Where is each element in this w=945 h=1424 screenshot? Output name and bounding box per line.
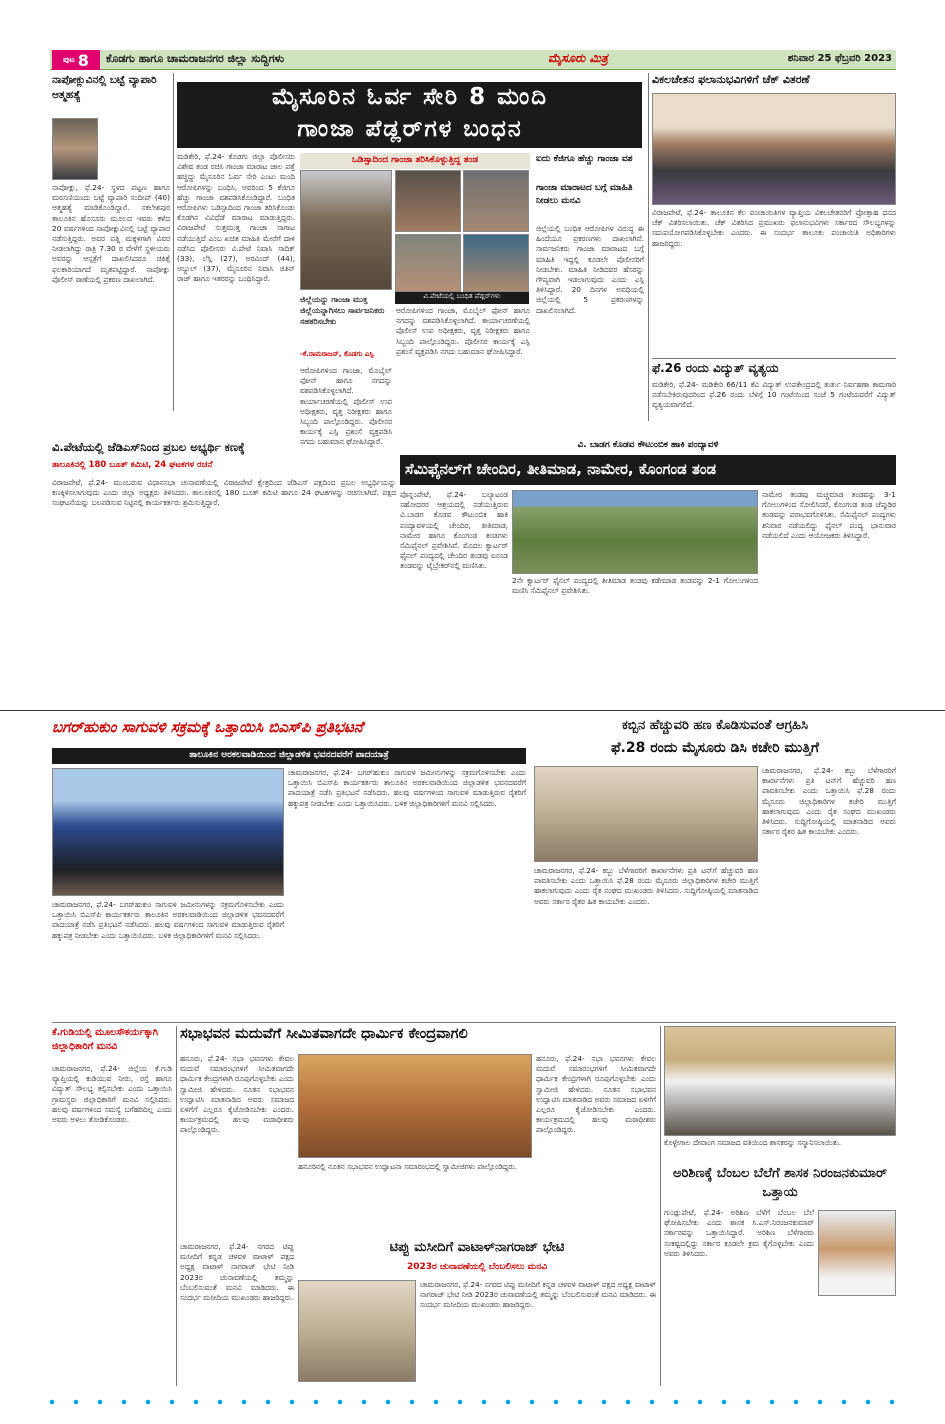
hall-headline: ಸಭಾಭವನ ಮದುವೆಗೆ ಸೀಮಿತವಾಗದೇ ಧಾರ್ಮಿಕ ಕೇಂದ್ರವಾಗಲಿ bbox=[180, 1026, 468, 1042]
paper-name: ಮೈಸೂರು ಮಿತ್ರ bbox=[548, 51, 608, 65]
sugar-headline-1: ಕಬ್ಬಿನ ಹೆಚ್ಚುವರಿ ಹಣ ಕೊಡಿಸುವಂತೆ ಆಗ್ರಹಿಸಿ bbox=[621, 718, 809, 733]
bsp-subhead: ತಾಲೂಕಿನ ಅರಕಲವಾಡಿಯಿಂದ ಜಿಲ್ಲಾಡಳಿತ ಭವನದವರೆಗೆ ಪಾದಯಾತ್ರೆ bbox=[52, 748, 526, 764]
divider bbox=[0, 710, 945, 711]
gonikoppa-body: ಚಾಮರಾಜನಗರ, ಫೆ.24- ಜಿಲ್ಲೆಯ ಕೆ.ಗುಡಿ ವ್ಯಾಪ್ತಿಯಲ್ಲಿ ಕುಡಿಯುವ ನೀರು, ರಸ್ತೆ ಹಾಗೂ ವಿದ್ಯುತ್ ಸೌಲಭ್ಯ ಕಲ್ಪಿಸಬೇಕು ಎಂದು ಒತ್ತಾಯಿಸಿ ಗ್ರಾಮಸ್ಥರು ಜಿಲ್ಲಾಧಿಕಾರಿಗೆ ಮನವಿ ಸಲ್ಲಿಸಿದರು. ಹಲವು ವರ್ಷಗಳಿಂದ ಸಮಸ್ಯೆ ಬಗೆಹರಿದಿಲ್ಲ ಎಂದು ಅವರು ಅಳಲು ತೋಡಿಕೊಂಡರು. bbox=[52, 1064, 172, 1125]
bullet-2: ಗಾಂಜಾ ಮಾರಾಟದ ಬಗ್ಗೆ ಮಾಹಿತಿ ನೀಡಲು ಮನವಿ bbox=[536, 183, 633, 206]
cheque-photo bbox=[652, 93, 896, 205]
gonikoppa-headline: ಕೆ.ಗುಡಿಯಲ್ಲಿ ಮೂಲಸೌಕರ್ಯಕ್ಕಾಗಿ ಜಿಲ್ಲಾಧಿಕಾರಿಗೆ ಮನವಿ bbox=[52, 1027, 159, 1052]
hockey-body-left: ಪೊನ್ನಂಪೇಟೆ, ಫೆ.24- ಬಲ್ಯಾಟಂಡ ಸಹೋದರರ ಆಶ್ರಯದಲ್ಲಿ ನಡೆಯುತ್ತಿರುವ ವಿ.ಬಾಡಗ ಕೊಡವ ಕೌಟುಂಬಿಕ ಹಾಕಿ ಪಂದ್ಯಾವಳಿಯಲ್ಲಿ ಚೇಂದಿರ, ತೀತಿಮಾಡ, ನಾಮೇರ ಹಾಗೂ ಕೊಂಗಂಡ ತಂಡಗಳು ಸೆಮಿಫೈನಲ್ ಪ್ರವೇಶಿಸಿವೆ. ಮೊದಲ ಕ್ವಾರ್ಟರ್ ಫೈನಲ್ ಪಂದ್ಯದಲ್ಲಿ ಚೇಂದಿರ ತಂಡವು ಐನಂಡ ತಂಡವನ್ನು ಟೈಬ್ರೇಕರ್‌ನಲ್ಲಿ ಮಣಿಸಿತು. bbox=[400, 490, 508, 571]
suspect-photo-1 bbox=[395, 170, 461, 232]
section-title: ಕೊಡಗು ಹಾಗೂ ಚಾಮರಾಜನಗರ ಜಿಲ್ಲಾ ಸುದ್ದಿಗಳು bbox=[106, 52, 285, 65]
mla-portrait bbox=[818, 1210, 896, 1296]
print-marks bbox=[40, 1398, 906, 1406]
vatal-photo bbox=[298, 1280, 416, 1382]
sugar-photo bbox=[534, 766, 758, 862]
hall-body-2: ಹನೂರು, ಫೆ.24- ಸಭಾ ಭವನಗಳು ಕೇವಲ ಮದುವೆ ಸಮಾರಂಭಗಳಿಗೆ ಸೀಮಿತವಾಗದೇ ಧಾರ್ಮಿಕ ಕೇಂದ್ರಗಳಾಗಿ ರೂಪುಗೊಳ್ಳಬೇಕು ಎಂದು ಸ್ವಾಮೀಜಿ ಹೇಳಿದರು. ನೂತನ ಸಭಾಭವನ ಉದ್ಘಾಟಿಸಿ ಮಾತನಾಡಿದ ಅವರು ಸಮಾಜದ ಏಳಿಗೆಗೆ ಎಲ್ಲರೂ ಕೈಜೋಡಿಸಬೇಕು ಎಂದರು. ಕಾರ್ಯಕ್ರಮದಲ್ಲಿ ಹಲವು ಮಠಾಧೀಶರು ಪಾಲ್ಗೊಂಡಿದ್ದರು. bbox=[536, 1054, 656, 1135]
page-number: 8 bbox=[77, 50, 89, 70]
portrait-photo bbox=[52, 118, 98, 180]
photo-caption: ವಿ.ಪೇಟೆಯಲ್ಲಿ ಬಂಧಿತ ಪೆಡ್ಲರ್‌ಗಳು bbox=[395, 292, 529, 304]
story-tr-body: ವಿರಾಜಪೇಟೆ, ಫೆ.24- ತಾಲೂಕಿನ ಕೆಲ ಪಂಚಾಯಿತಿಗಳ ವ್ಯಾಪ್ತಿಯ ವಿಕಲಚೇತನರಿಗೆ ಪ್ರೋತ್ಸಾಹ ಧನದ ಚೆಕ್ ವಿತರಿಸಲಾಯಿತು. ಚೆಕ್ ವಿತರಿಸಿದ ಪ್ರಮುಖರು ಫಲಾನುಭವಿಗಳು ಸರ್ಕಾರದ ಸೌಲಭ್ಯಗಳನ್ನು ಸದುಪಯೋಗಪಡಿಸಿಕೊಳ್ಳಬೇಕು ಎಂದರು. ಈ ಸಂದರ್ಭ ತಾಲೂಕು ಪಂಚಾಯಿತಿ ಅಧಿಕಾರಿಗಳು ಹಾಜರಿದ್ದರು. bbox=[652, 208, 896, 248]
sp-photo bbox=[300, 170, 392, 290]
story-tr-headline: ವಿಕಲಚೇತನ ಫಲಾನುಭವಿಗಳಿಗೆ ಚೆಕ್ ವಿತರಣೆ bbox=[652, 73, 810, 86]
hall-body: ಹನೂರು, ಫೆ.24- ಸಭಾ ಭವನಗಳು ಕೇವಲ ಮದುವೆ ಸಮಾರಂಭಗಳಿಗೆ ಸೀಮಿತವಾಗದೇ ಧಾರ್ಮಿಕ ಕೇಂದ್ರಗಳಾಗಿ ರೂಪುಗೊಳ್ಳಬೇಕು ಎಂದು ಸ್ವಾಮೀಜಿ ಹೇಳಿದರು. ನೂತನ ಸಭಾಭವನ ಉದ್ಘಾಟಿಸಿ ಮಾತನಾಡಿದ ಅವರು ಸಮಾಜದ ಏಳಿಗೆಗೆ ಎಲ್ಲರೂ ಕೈಜೋಡಿಸಬೇಕು ಎಂದರು. ಕಾರ್ಯಕ್ರಮದಲ್ಲಿ ಹಲವು ಮಠಾಧೀಶರು ಪಾಲ್ಗೊಂಡಿದ್ದರು. bbox=[180, 1054, 294, 1135]
hockey-body-right: ನಾಮೇರ ತಂಡವು ಮಚ್ಚಮಾಡ ತಂಡವನ್ನು 3-1 ಗೋಲುಗಳಿಂದ ಸೋಲಿಸಿದರೆ, ಕೊಂಗಂಡ ತಂಡ ಚೆಪ್ಪುಡಿರ ತಂಡವನ್ನು ಪರಾಭವಗೊಳಿಸಿತು. ಸೆಮಿಫೈನಲ್ ಪಂದ್ಯಗಳು ಶನಿವಾರ ನಡೆಯಲಿದ್ದು ಫೈನಲ್ ಪಂದ್ಯ ಭಾನುವಾರ ನಡೆಯಲಿದೆ ಎಂದು ಆಯೋಜಕರು ತಿಳಿಸಿದ್ದಾರೆ. bbox=[762, 490, 896, 540]
main-headline-line2: ಗಾಂಜಾ ಪೆಡ್ಲರ್‌ಗಳ ಬಂಧನ bbox=[297, 116, 523, 142]
power-body: ಮಡಿಕೇರಿ, ಫೆ.24- ಮಡಿಕೇರಿ 66/11 ಕೆವಿ ವಿದ್ಯುತ್ ಉಪಕೇಂದ್ರದಲ್ಲಿ ತುರ್ತು ನಿರ್ವಹಣಾ ಕಾಮಗಾರಿ ನಡೆಸಬೇಕಿರುವುದರಿಂದ ಫೆ.26 ರಂದು ಬೆಳಿಗ್ಗೆ 10 ಗಂಟೆಯಿಂದ ಸಂಜೆ 5 ಗಂಟೆಯವರೆಗೆ ವಿದ್ಯುತ್ ವ್ಯತ್ಯಯವಾಗಲಿದೆ. bbox=[652, 380, 896, 410]
bsp-body-2: ಚಾಮರಾಜನಗರ, ಫೆ.24- ಬಗರ್‌ಹುಕುಂ ಸಾಗುವಳಿ ಜಮೀನುಗಳನ್ನು ಸಕ್ರಮಗೊಳಿಸಬೇಕು ಎಂದು ಒತ್ತಾಯಿಸಿ ಬಿಎಸ್‌ಪಿ ಕಾರ್ಯಕರ್ತರು ತಾಲೂಕಿನ ಅರಕಲವಾಡಿಯಿಂದ ಜಿಲ್ಲಾಡಳಿತ ಭವನದವರೆಗೆ ಪಾದಯಾತ್ರೆ ನಡೆಸಿ ಪ್ರತಿಭಟನೆ ನಡೆಸಿದರು. ಹಲವು ವರ್ಷಗಳಿಂದ ಸಾಗುವಳಿ ಮಾಡುತ್ತಿರುವ ರೈತರಿಗೆ ಹಕ್ಕುಪತ್ರ ನೀಡಬೇಕು ಎಂದು ಒತ್ತಾಯಿಸಿದರು. ಬಳಿಕ ಜಿಲ್ಲಾಧಿಕಾರಿಗಳಿಗೆ ಮನವಿ ಸಲ್ಲಿಸಿದರು. bbox=[52, 900, 284, 940]
felicitation-photo bbox=[664, 1026, 896, 1136]
divider bbox=[176, 1026, 177, 1386]
mla-body: ಗುಂಡ್ಲುಪೇಟೆ, ಫೆ.24- ಅರಿಶಿಣ ಬೆಳೆಗೆ ಬೆಂಬಲ ಬೆಲೆ ಘೋಷಿಸಬೇಕು ಎಂದು ಶಾಸಕ ಸಿ.ಎಸ್.ನಿರಂಜನಕುಮಾರ್ ಸರ್ಕಾರವನ್ನು ಒತ್ತಾಯಿಸಿದ್ದಾರೆ. ಅರಿಶಿಣ ಬೆಳೆಗಾರರು ಸಂಕಷ್ಟದಲ್ಲಿದ್ದು ಸರ್ಕಾರ ಕೂಡಲೇ ಕ್ರಮ ಕೈಗೊಳ್ಳಬೇಕು ಎಂದು ಅವರು ತಿಳಿಸಿದರು. bbox=[664, 1208, 814, 1258]
suspect-photo-4 bbox=[463, 234, 529, 292]
sp-quote-author: -ಕೆ.ರಾಮರಾಜನ್, ಕೊಡಗು ಎಸ್ಪಿ bbox=[300, 350, 374, 358]
bullet-1: ಐದು ಕೆಜಿಗೂ ಹೆಚ್ಚು ಗಾಂಜಾ ವಶ bbox=[536, 154, 633, 164]
main-headline-line1: ಮೈಸೂರಿನ ಓರ್ವ ಸೇರಿ 8 ಮಂದಿ bbox=[272, 84, 548, 110]
main-subhead: ಒಡಿಸ್ಸಾದಿಂದ ಗಾಂಜಾ ತರಿಸಿಕೊಳ್ಳುತ್ತಿದ್ದ ತಂಡ bbox=[300, 153, 530, 169]
power-headline: ಫೆ.26 ರಂದು ವಿದ್ಯುತ್ ವ್ಯತ್ಯಯ bbox=[652, 361, 779, 375]
sugar-body: ಚಾಮರಾಜನಗರ, ಫೆ.24- ಕಬ್ಬು ಬೆಳೆಗಾರರಿಗೆ ಕಾರ್ಖಾನೆಗಳು ಪ್ರತಿ ಟನ್‌ಗೆ ಹೆಚ್ಚುವರಿ ಹಣ ಪಾವತಿಸಬೇಕು ಎಂದು ಒತ್ತಾಯಿಸಿ ಫೆ.28 ರಂದು ಮೈಸೂರು ಜಿಲ್ಲಾಧಿಕಾರಿಗಳ ಕಚೇರಿ ಮುತ್ತಿಗೆ ಹಾಕಲಾಗುವುದು ಎಂದು ರೈತ ಸಂಘದ ಮುಖಂಡರು ತಿಳಿಸಿದರು. ಸುದ್ದಿಗೋಷ್ಠಿಯಲ್ಲಿ ಮಾತನಾಡಿದ ಅವರು ಸರ್ಕಾರ ರೈತರ ಹಿತ ಕಾಯಬೇಕು ಎಂದರು. bbox=[534, 866, 758, 906]
vatal-body-2: ಚಾಮರಾಜನಗರ, ಫೆ.24- ನಗರದ ಟಿಪ್ಪು ಮಸೀದಿಗೆ ಕನ್ನಡ ಚಳವಳಿ ವಾಟಾಳ್ ಪಕ್ಷದ ಅಧ್ಯಕ್ಷ ವಾಟಾಳ್ ನಾಗರಾಜ್ ಭೇಟಿ ನೀಡಿ 2023ರ ಚುನಾವಣೆಯಲ್ಲಿ ತಮ್ಮನ್ನು ಬೆಂಬಲಿಸುವಂತೆ ಮನವಿ ಮಾಡಿದರು. ಈ ಸಂದರ್ಭ ಮಸೀದಿಯ ಮುಖಂಡರು ಹಾಜರಿದ್ದರು. bbox=[420, 1280, 656, 1310]
vatal-body: ಚಾಮರಾಜನಗರ, ಫೆ.24- ನಗರದ ಟಿಪ್ಪು ಮಸೀದಿಗೆ ಕನ್ನಡ ಚಳವಳಿ ವಾಟಾಳ್ ಪಕ್ಷದ ಅಧ್ಯಕ್ಷ ವಾಟಾಳ್ ನಾಗರಾಜ್ ಭೇಟಿ ನೀಡಿ 2023ರ ಚುನಾವಣೆಯಲ್ಲಿ ತಮ್ಮನ್ನು ಬೆಂಬಲಿಸುವಂತೆ ಮನವಿ ಮಾಡಿದರು. ಈ ಸಂದರ್ಭ ಮಸೀದಿಯ ಮುಖಂಡರು ಹಾಜರಿದ್ದರು. bbox=[180, 1242, 294, 1303]
story-tl-body: ನಾಪೋಕ್ಲು, ಫೆ.24- ಸ್ಥಳದ ಪಟ್ಟಣ ಹಾಗೂ ಮರಸಣಿಯಂದು ಬಟ್ಟೆ ವ್ಯಾಪಾರಿ ಸಂದೀಪ್ (40) ಆತ್ಮಹತ್ಯೆ ಮಾಡಿಕೊಂಡಿದ್ದಾರೆ. ಸಕಲೇಶಪುರ ತಾಲೂಕಿನ ಹೊಸೂರು ಮೂಲದ ಇವರು ಕಳೆದ 20 ವರ್ಷಗಳಿಂದ ನಾಪೋಕ್ಲುವಿನಲ್ಲಿ ಬಟ್ಟೆ ವ್ಯಾಪಾರ ನಡೆಸುತ್ತಿದ್ದರು. ಅವರ ಪತ್ನಿ ಮಕ್ಕಳಿಗಾಗಿ ವಿವರ ನೀಡಲಾಗಿದ್ದು ರಾತ್ರಿ 7.30 ರ ವೇಳೆಗೆ ಸ್ಥಳೀಯರು ಅವರನ್ನು ಆಸ್ಪತ್ರೆಗೆ ದಾಖಲಿಸಿದರೂ ಚಿಕಿತ್ಸೆ ಫಲಕಾರಿಯಾಗದೆ ಮೃತಪಟ್ಟಿದ್ದಾರೆ. ನಾಪೋಕ್ಲು ಪೊಲೀಸ್ ಠಾಣೆಯಲ್ಲಿ ಪ್ರಕರಣ ದಾಖಲಾಗಿದೆ. bbox=[52, 183, 170, 284]
divider bbox=[652, 358, 896, 359]
divider bbox=[173, 73, 174, 411]
page-number-badge bbox=[52, 50, 100, 70]
vatal-headline: ಟಿಪ್ಪು ಮಸೀದಿಗೆ ವಾಟಾಳ್‌ನಾಗರಾಜ್ ಭೇಟಿ bbox=[389, 1240, 565, 1255]
hall-photo bbox=[298, 1054, 532, 1158]
suspect-photo-2 bbox=[463, 170, 529, 232]
divider bbox=[660, 1026, 661, 1386]
story-tl-headline: ನಾಪೋಕ್ಲುವಿನಲ್ಲಿ ಬಟ್ಟೆ ವ್ಯಾಪಾರಿ ಆತ್ಮಹತ್ಯೆ bbox=[52, 74, 157, 101]
bsp-photo bbox=[52, 768, 284, 896]
hockey-photo bbox=[512, 490, 758, 574]
sp-quote: ಜಿಲ್ಲೆಯನ್ನು ಗಾಂಜಾ ಮುಕ್ತ ಜಿಲ್ಲೆಯನ್ನಾಗಿಸಲು ಸಾರ್ವಜನಿಕರು ಸಹಕರಿಸಬೇಕು bbox=[300, 295, 385, 326]
bsp-headline: ಬಗರ್‌ಹುಕುಂ ಸಾಗುವಳಿ ಸಕ್ರಮಕ್ಕೆ ಒತ್ತಾಯಿಸಿ ಬಿಎಸ್‌ಪಿ ಪ್ರತಿಭಟನೆ bbox=[52, 718, 363, 736]
suspect-photo-3 bbox=[395, 234, 461, 292]
main-body-mid2: ಆರೋಪಿಗಳಿಂದ ಗಾಂಜಾ, ಮೊಬೈಲ್ ಫೋನ್ ಹಾಗೂ ನಗದನ್ನು ವಶಪಡಿಸಿಕೊಳ್ಳಲಾಗಿದೆ. ಕಾರ್ಯಾಚರಣೆಯಲ್ಲಿ ಪೊಲೀಸ್ ಉಪ ಅಧೀಕ್ಷಕರು, ವೃತ್ತ ನಿರೀಕ್ಷಕರು ಹಾಗೂ ಸಿಬ್ಬಂದಿ ಪಾಲ್ಗೊಂಡಿದ್ದರು. ಪೊಲೀಸರ ಕಾರ್ಯಕ್ಕೆ ಎಸ್ಪಿ ಪ್ರಶಂಸೆ ವ್ಯಕ್ತಪಡಿಸಿ ನಗದು ಬಹುಮಾನ ಘೋಷಿಸಿದ್ದಾರೆ. bbox=[396, 306, 530, 356]
main-body-right: ಜಿಲ್ಲೆಯಲ್ಲಿ ಬಂಧಿತ ಆರೋಪಿಗಳ ವಿರುದ್ಧ ಈ ಹಿಂದೆಯೂ ಪ್ರಕರಣಗಳು ದಾಖಲಾಗಿವೆ. ಸಾರ್ವಜನಿಕರು ಗಾಂಜಾ ಮಾರಾಟದ ಬಗ್ಗೆ ಮಾಹಿತಿ ಇದ್ದಲ್ಲಿ ಕೂಡಲೇ ಪೊಲೀಸರಿಗೆ ನೀಡಬೇಕು. ಮಾಹಿತಿ ನೀಡಿದವರ ಹೆಸರನ್ನು ಗೌಪ್ಯವಾಗಿ ಇಡಲಾಗುವುದು ಎಂದು ಎಸ್ಪಿ ತಿಳಿಸಿದ್ದಾರೆ. 20 ದಿನಗಳ ಅವಧಿಯಲ್ಲಿ ಜಿಲ್ಲೆಯಲ್ಲಿ 5 ಪ್ರಕರಣಗಳನ್ನು ದಾಖಲಿಸಲಾಗಿದೆ. bbox=[536, 224, 644, 315]
mla-headline: ಅರಿಶಿಣಕ್ಕೆ ಬೆಂಬಲ ಬೆಲೆಗೆ ಶಾಸಕ ನಿರಂಜನಕುಮಾರ್ ಒತ್ತಾಯ bbox=[672, 1166, 888, 1200]
issue-date: ಶನಿವಾರ 25 ಫೆಬ್ರವರಿ 2023 bbox=[787, 53, 892, 64]
jds-body: ವಿರಾಜಪೇಟೆ, ಫೆ.24- ಮುಂಬರುವ ವಿಧಾನಸಭಾ ಚುನಾವಣೆಯಲ್ಲಿ ವಿರಾಜಪೇಟೆ ಕ್ಷೇತ್ರದಿಂದ ಜೆಡಿಎಸ್ ಪಕ್ಷದಿಂದ ಪ್ರಬಲ ಅಭ್ಯರ್ಥಿಯನ್ನು ಕಣಕ್ಕಿಳಿಸಲಾಗುವುದು ಎಂದು ಜಿಲ್ಲಾ ಅಧ್ಯಕ್ಷರು ತಿಳಿಸಿದರು. ತಾಲೂಕಿನಲ್ಲಿ 180 ಬೂತ್ ಕಮಿಟಿ ಹಾಗೂ 24 ಘಟಕಗಳನ್ನು ರಚಿಸಲಾಗಿದೆ. ಪಕ್ಷದ ಸಂಘಟನೆಯನ್ನು ಬಲಪಡಿಸುವ ನಿಟ್ಟಿನಲ್ಲಿ ಕಾರ್ಯಕರ್ತರು ಶ್ರಮಿಸುತ್ತಿದ್ದಾರೆ. bbox=[52, 478, 396, 508]
main-body-left: ಮಡಿಕೇರಿ, ಫೆ.24- ಕೊಡಗು ಜಿಲ್ಲಾ ಪೊಲೀಸರು ವಿಶೇಷ ತಂಡ ರಚಿಸಿ ಗಾಂಜಾ ಮಾರಾಟ ಜಾಲ ಪತ್ತೆ ಹಚ್ಚಿದ್ದು ಮೈಸೂರಿನ ಓರ್ವ ಸೇರಿ ಎಂಟು ಮಂದಿ ಆರೋಪಿಗಳನ್ನು ಬಂಧಿಸಿ, ಅವರಿಂದ 5 ಕೆಜಿಗೂ ಹೆಚ್ಚು ಗಾಂಜಾ ವಶಪಡಿಸಿಕೊಂಡಿದ್ದಾರೆ. ಬಂಧಿತ ಆರೋಪಿಗಳು ಒಡಿಸ್ಸಾದಿಂದ ಗಾಂಜಾ ತರಿಸಿಕೊಂಡು ಕೊಡಗಿನ ವಿವಿಧೆಡೆ ಮಾರಾಟ ಮಾಡುತ್ತಿದ್ದರು. ವಿರಾಜಪೇಟೆ ಸುತ್ತಮುತ್ತ ಗಾಂಜಾ ಸಾಗಾಟ ನಡೆಯುತ್ತಿದೆ ಎಂಬ ಖಚಿತ ಮಾಹಿತಿ ಮೇರೆಗೆ ದಾಳಿ ನಡೆಸಿದ ಪೊಲೀಸರು ವಿ.ಪೇಟೆ ನಿವಾಸಿ ಸಾದಿಕ್ (33), ಲೆಸ್ಲಿ (27), ಅರವಿಂದ್ (44), ಅಬ್ದುಲ್ (37), ಮೈಸೂರಿನ ನಿವಾಸಿ ಜಿತಿನ್ ರಾಜ್ ಹಾಗೂ ಇತರರನ್ನು ಬಂಧಿಸಿದ್ದಾರೆ. bbox=[177, 152, 295, 284]
main-body-mid: ಆರೋಪಿಗಳಿಂದ ಗಾಂಜಾ, ಮೊಬೈಲ್ ಫೋನ್ ಹಾಗೂ ನಗದನ್ನು ವಶಪಡಿಸಿಕೊಳ್ಳಲಾಗಿದೆ. ಕಾರ್ಯಾಚರಣೆಯಲ್ಲಿ ಪೊಲೀಸ್ ಉಪ ಅಧೀಕ್ಷಕರು, ವೃತ್ತ ನಿರೀಕ್ಷಕರು ಹಾಗೂ ಸಿಬ್ಬಂದಿ ಪಾಲ್ಗೊಂಡಿದ್ದರು. ಪೊಲೀಸರ ಕಾರ್ಯಕ್ಕೆ ಎಸ್ಪಿ ಪ್ರಶಂಸೆ ವ್ಯಕ್ತಪಡಿಸಿ ನಗದು ಬಹುಮಾನ ಘೋಷಿಸಿದ್ದಾರೆ. bbox=[300, 366, 392, 447]
felicitation-caption: ಕೊಳ್ಳೇಗಾಲ ದೇವಾಂಗ ಸಮಾಜದ ವತಿಯಿಂದ ಶಾಸಕರನ್ನು ಸನ್ಮಾನಿಸಲಾಯಿತು. bbox=[664, 1138, 842, 1147]
sugar-headline-2: ಫೆ.28 ರಂದು ಮೈಸೂರು ಡಿಸಿ ಕಚೇರಿ ಮುತ್ತಿಗೆ bbox=[611, 740, 819, 756]
jds-headline: ವಿ.ಪೇಟೆಯಲ್ಲಿ ಜೆಡಿಎಸ್‌ನಿಂದ ಪ್ರಬಲ ಅಭ್ಯರ್ಥಿ ಕಣಕ್ಕೆ bbox=[52, 440, 245, 454]
divider bbox=[648, 73, 649, 421]
hockey-kicker: ವಿ. ಬಾಡಗ ಕೊಡವ ಕೌಟುಂಬಿಕ ಹಾಕಿ ಪಂದ್ಯಾವಳಿ bbox=[577, 440, 719, 450]
bsp-body: ಚಾಮರಾಜನಗರ, ಫೆ.24- ಬಗರ್‌ಹುಕುಂ ಸಾಗುವಳಿ ಜಮೀನುಗಳನ್ನು ಸಕ್ರಮಗೊಳಿಸಬೇಕು ಎಂದು ಒತ್ತಾಯಿಸಿ ಬಿಎಸ್‌ಪಿ ಕಾರ್ಯಕರ್ತರು ತಾಲೂಕಿನ ಅರಕಲವಾಡಿಯಿಂದ ಜಿಲ್ಲಾಡಳಿತ ಭವನದವರೆಗೆ ಪಾದಯಾತ್ರೆ ನಡೆಸಿ ಪ್ರತಿಭಟನೆ ನಡೆಸಿದರು. ಹಲವು ವರ್ಷಗಳಿಂದ ಸಾಗುವಳಿ ಮಾಡುತ್ತಿರುವ ರೈತರಿಗೆ ಹಕ್ಕುಪತ್ರ ನೀಡಬೇಕು ಎಂದು ಒತ್ತಾಯಿಸಿದರು. ಬಳಿಕ ಜಿಲ್ಲಾಧಿಕಾರಿಗಳಿಗೆ ಮನವಿ ಸಲ್ಲಿಸಿದರು. bbox=[288, 768, 526, 808]
hockey-headline: ಸೆಮಿಫೈನಲ್‌ಗೆ ಚೇಂದಿರ, ತೀತಿಮಾಡ, ನಾಮೇರ, ಕೊಂಗಂಡ ತಂಡ bbox=[405, 460, 717, 478]
page-label: ಪುಟ bbox=[63, 55, 75, 64]
vatal-subhead: 2023ರ ಚುನಾವಣೆಯಲ್ಲಿ ಬೆಂಬಲಿಸಲು ಮನವಿ bbox=[406, 1262, 548, 1272]
hall-caption: ಹನೂರಿನಲ್ಲಿ ನೂತನ ಸಭಾಭವನ ಉದ್ಘಾಟನಾ ಸಮಾರಂಭದಲ್ಲಿ ಸ್ವಾಮೀಜಿಗಳು ಪಾಲ್ಗೊಂಡಿದ್ದರು. bbox=[298, 1162, 517, 1171]
sugar-body-2: ಚಾಮರಾಜನಗರ, ಫೆ.24- ಕಬ್ಬು ಬೆಳೆಗಾರರಿಗೆ ಕಾರ್ಖಾನೆಗಳು ಪ್ರತಿ ಟನ್‌ಗೆ ಹೆಚ್ಚುವರಿ ಹಣ ಪಾವತಿಸಬೇಕು ಎಂದು ಒತ್ತಾಯಿಸಿ ಫೆ.28 ರಂದು ಮೈಸೂರು ಜಿಲ್ಲಾಧಿಕಾರಿಗಳ ಕಚೇರಿ ಮುತ್ತಿಗೆ ಹಾಕಲಾಗುವುದು ಎಂದು ರೈತ ಸಂಘದ ಮುಖಂಡರು ತಿಳಿಸಿದರು. ಸುದ್ದಿಗೋಷ್ಠಿಯಲ್ಲಿ ಮಾತನಾಡಿದ ಅವರು ಸರ್ಕಾರ ರೈತರ ಹಿತ ಕಾಯಬೇಕು ಎಂದರು. bbox=[762, 766, 896, 837]
hockey-caption: 2ನೇ ಕ್ವಾರ್ಟರ್ ಫೈನಲ್ ಪಂದ್ಯದಲ್ಲಿ ತೀತಿಮಾಡ ತಂಡವು ಕಡೇಮಾಡ ತಂಡವನ್ನು 2-1 ಗೋಲುಗಳಿಂದ ಮಣಿಸಿ ಸೆಮಿಫೈನಲ್ ಪ್ರವೇಶಿಸಿತು. bbox=[512, 576, 758, 596]
divider bbox=[52, 1022, 896, 1023]
jds-subhead: ತಾಲೂಕಿನಲ್ಲಿ 180 ಬೂತ್ ಕಮಿಟಿ, 24 ಘಟಕಗಳ ರಚನೆ bbox=[52, 460, 213, 470]
